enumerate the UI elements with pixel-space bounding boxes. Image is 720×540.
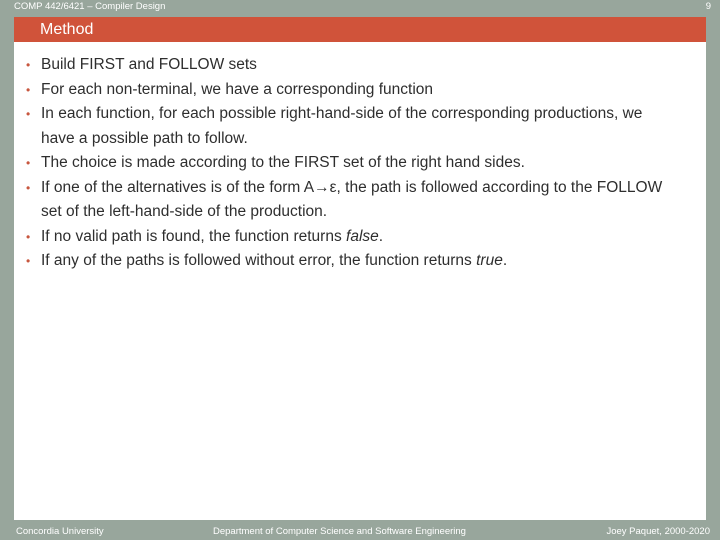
bullet-item <box>26 176 666 225</box>
epsilon-symbol: ε <box>329 178 337 196</box>
slide-footer <box>0 524 720 540</box>
bullet-icon: • <box>26 229 31 244</box>
bullet-item <box>26 78 666 103</box>
bullet-text-before: If any of the paths is followed without error, the function returns <box>41 252 477 269</box>
bullet-text: Build FIRST and FOLLOW sets <box>41 56 257 73</box>
bullet-text: For each non-terminal, we have a corresponding function <box>41 80 434 98</box>
bullet-text-after: . <box>502 252 508 269</box>
footer-department: Department of Computer Science and Software Engineering <box>213 526 466 537</box>
course-title: COMP 442/6421 – Compiler Design <box>14 1 166 12</box>
title-bar <box>14 17 706 42</box>
emphasis-true: true <box>476 252 503 269</box>
bullet-icon: • <box>26 254 31 268</box>
footer-university: Concordia University <box>16 526 104 537</box>
bullet-item <box>26 225 666 250</box>
page-number: 9 <box>705 1 711 12</box>
slide-title: Method <box>40 21 94 38</box>
bullet-item <box>26 249 666 274</box>
bullet-text-after: , the path is followed according to the FOLLOW set of the left-hand-side of the production. <box>41 178 663 220</box>
slide-header <box>0 0 720 14</box>
bullet-item <box>26 151 666 176</box>
bullet-icon: • <box>26 156 31 170</box>
arrow-symbol: → <box>314 178 330 196</box>
footer-author: Joey Paquet, 2000-2020 <box>606 526 710 537</box>
bullet-text-before: If one of the alternatives is of the form A <box>41 178 315 196</box>
bullet-text: The choice is made according to the FIRST set of the right hand sides. <box>41 154 525 171</box>
bullet-icon: • <box>26 180 31 195</box>
bullet-list <box>26 53 666 274</box>
emphasis-false: false <box>346 227 379 245</box>
bullet-item <box>26 53 666 78</box>
bullet-icon: • <box>26 58 31 72</box>
bullet-icon: • <box>26 82 31 97</box>
slide-content <box>14 42 706 520</box>
bullet-text-before: If no valid path is found, the function returns <box>41 227 347 245</box>
bullet-icon: • <box>26 107 31 121</box>
bullet-text: In each function, for each possible right-hand-side of the corresponding productions, we have a possible path to follow. <box>41 105 643 147</box>
bullet-item <box>26 102 666 151</box>
bullet-text-after: . <box>378 227 384 245</box>
